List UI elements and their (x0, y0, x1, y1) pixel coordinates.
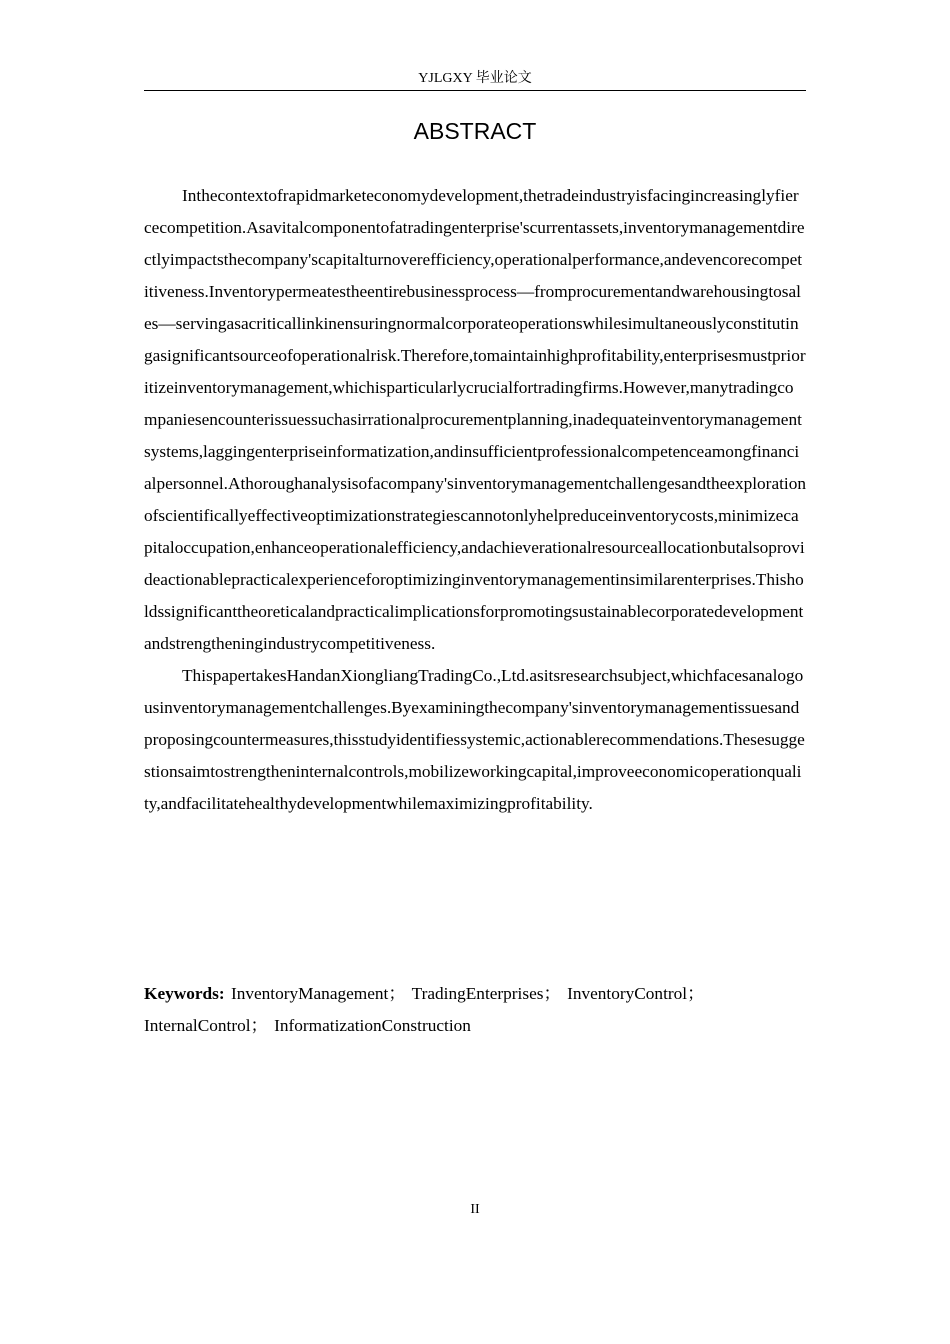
keywords-label: Keywords: (144, 984, 225, 1003)
running-header: YJLGXY 毕业论文 (418, 71, 532, 86)
abstract-title: ABSTRACT (413, 118, 537, 144)
abstract-paragraph-2: ThispapertakesHandanXiongliangTradingCo.,Ltd.asitsresearchsubject,whichfacesanalogousinventorymanagementchallenges.Byexaminingthecompany'sinventorymanagementissuesandproposingcountermeasures,thisstudyidentifiessystemic,actionablerecommendations.Thesesuggestionsaimtostrengtheninternalcontrols,mobilizeworkingcapital,improveeconomicoperationquality,andfacilitatehealthydevelopmentwhilemaximizingprofitability. (144, 666, 805, 813)
page-number: II (470, 1202, 480, 1217)
abstract-paragraph-1: Inthecontextofrapidmarketeconomydevelopment,thetradeindustryisfacingincreasinglyfiercecompetition.Asavitalcomponentofatradingenterprise'scurrentassets,inventorymanagementdirectlyimpactsthecompany'scapitalturnoverefficiency,operationalperformance,andevencorecompetitiveness.Inventorypermeatestheentirebusinessprocess—fromprocurementandwarehousingtosales—servingasacriticallinkinensuringnormalcorporateoperationswhilesimultaneouslyconstitutingasignificantsourceofoperationalrisk.Therefore,tomaintainhighprofitability,enterprisesmustprioritizeinventorymanagement,whichisparticularlycrucialfortradingfirms.However,manytradingcompaniesencounterissuessuchasirrationalprocurementplanning,inadequateinventorymanagementsystems,laggingenterpriseinformatization,andinsufficientprofessionalcompetenceamongfinancialpersonnel.Athoroughanalysisofacompany'sinventorymanagementchallengesandtheexplorationofscientificallyeffectiveoptimizationstrategiescannotonlyhelpreduceinventorycosts,minimizecapitaloccupation,enhanceoperationalefficiency,andachieverationalresourceallocationbutalsoprovideactionablepracticalexperienceforoptimizinginventorymanagementinsimilarenterprises.Thisholdssignificanttheoreticalandpracticalimplicationsforpromotingsustainablecorporatedevelopmentandstrengtheningindustrycompetitiveness. (144, 186, 806, 653)
header-divider (144, 90, 806, 91)
abstract-body (144, 180, 806, 820)
keywords-line (144, 978, 806, 1042)
keywords-list: InventoryManagement； TradingEnterprises； InventoryControl； InternalControl； InformatizationConstruction (144, 984, 705, 1035)
